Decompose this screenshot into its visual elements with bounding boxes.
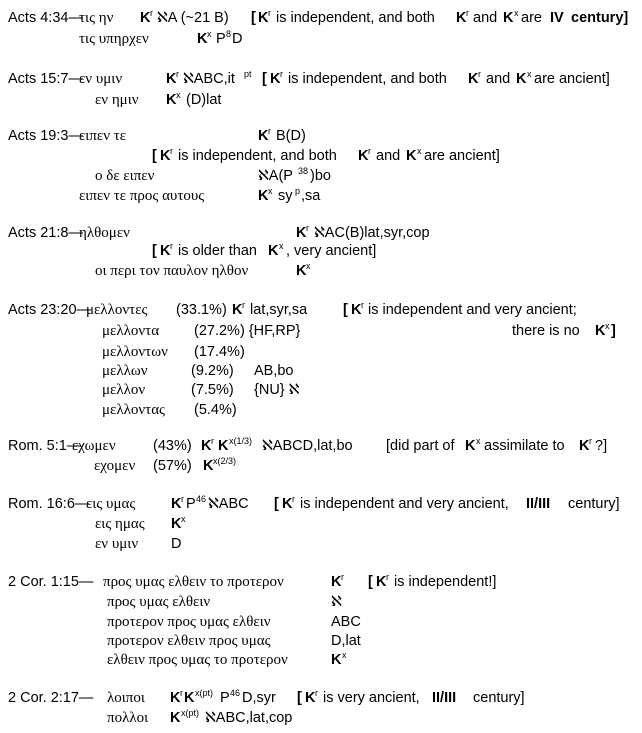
text-segment: and [376, 148, 401, 164]
text-segment: [ [251, 10, 256, 26]
text-segment: century] [571, 10, 629, 26]
text-segment: K [258, 10, 269, 26]
text-segment: K [305, 690, 316, 706]
text-segment: P [186, 496, 196, 512]
text-segment: K [170, 710, 181, 726]
superscript: r [170, 146, 173, 156]
superscript: r [292, 494, 295, 504]
text-segment: are ancient] [424, 148, 500, 164]
text-segment: century] [473, 690, 525, 706]
superscript: x [605, 321, 610, 331]
text-segment: is very ancient, [323, 690, 420, 706]
text-segment: assimilate to [484, 438, 565, 454]
text-segment: is independent, and both [288, 71, 447, 87]
superscript: x [527, 69, 532, 79]
superscript: r [268, 126, 271, 136]
text-segment: is independent and very ancient; [368, 302, 577, 318]
text-segment: Acts 19:3— [8, 128, 83, 144]
text-segment: K [258, 188, 269, 204]
text-segment: )bo [310, 168, 331, 184]
text-segment: is independent and very ancient, [300, 496, 509, 512]
superscript: x(1/3) [229, 436, 253, 446]
text-segment: K [171, 496, 182, 512]
superscript: 46 [196, 494, 207, 504]
text-segment: Acts 23:20— [8, 302, 92, 318]
superscript: r [181, 494, 184, 504]
superscript: r [341, 572, 344, 582]
greek-reading: οι περι τον παυλον ηλθον [95, 263, 249, 279]
text-segment: ℵA(P [258, 168, 293, 184]
text-segment: K [201, 438, 212, 454]
text-segment: [ [262, 71, 267, 87]
text-segment: B(D) [276, 128, 306, 144]
text-segment: K [232, 302, 243, 318]
greek-reading: ειπεν τε [79, 128, 127, 144]
superscript: x [176, 90, 181, 100]
text-segment: II/III [526, 496, 551, 512]
text-segment: (9.2%) [191, 363, 234, 379]
greek-reading: ελθειν προς υμας το προτερον [107, 652, 288, 668]
text-segment: K [160, 148, 171, 164]
greek-reading: εν υμιν [95, 536, 139, 552]
text-segment: ℵABC,lat,cop [205, 710, 293, 726]
text-segment: K [166, 71, 177, 87]
greek-reading: μελλοντα [102, 323, 160, 339]
greek-reading: εις υμας [86, 496, 136, 512]
text-segment: K [351, 302, 362, 318]
text-segment: Acts 15:7— [8, 71, 83, 87]
text-segment: K [465, 438, 476, 454]
text-segment: and [473, 10, 498, 26]
text-segment: K [468, 71, 479, 87]
text-segment: D,lat [331, 633, 361, 649]
superscript: x [268, 186, 273, 196]
superscript: r [176, 69, 179, 79]
text-segment: K [171, 516, 182, 532]
text-segment: (5.4%) [194, 402, 237, 418]
greek-reading: ο δε ειπεν [95, 168, 155, 184]
superscript: 38 [298, 166, 309, 176]
text-segment: [ [343, 302, 348, 318]
text-segment: K [166, 92, 177, 108]
superscript: r [180, 688, 183, 698]
text-segment: K [170, 690, 181, 706]
superscript: r [268, 8, 271, 18]
greek-reading: εν υμιν [79, 71, 123, 87]
superscript: x(pt) [195, 688, 213, 698]
text-segment: K [160, 243, 171, 259]
greek-reading: εν ημιν [95, 92, 139, 108]
text-segment: P [220, 690, 230, 706]
superscript: r [386, 572, 389, 582]
superscript: x [207, 29, 212, 39]
greek-reading: ειπεν τε προς αυτους [79, 188, 205, 204]
text-segment: (17.4%) [194, 344, 245, 360]
text-segment: (D)lat [186, 92, 222, 108]
greek-reading: προς υμας ελθειν το προτερον [103, 574, 284, 590]
text-segment: K [358, 148, 369, 164]
text-segment: ] [611, 323, 616, 339]
superscript: r [211, 436, 214, 446]
text-segment: are ancient] [534, 71, 610, 87]
text-segment: ?] [595, 438, 608, 454]
text-segment: ℵABC [208, 496, 249, 512]
text-segment: K [282, 496, 293, 512]
text-segment: , very ancient] [286, 243, 377, 259]
text-segment: K [140, 10, 151, 26]
text-segment: (7.5%) [191, 382, 234, 398]
text-segment: Rom. 16:6— [8, 496, 90, 512]
text-segment: sy [278, 188, 293, 204]
greek-reading: μελλων [102, 363, 148, 379]
superscript: x [417, 146, 422, 156]
superscript: x [181, 514, 186, 524]
greek-reading: εχομεν [94, 458, 136, 474]
text-segment: ℵAC(B)lat,syr,cop [314, 225, 430, 241]
superscript: 8 [226, 29, 232, 39]
text-segment: [ [152, 148, 157, 164]
text-segment: D,syr [242, 690, 276, 706]
superscript: r [170, 241, 173, 251]
text-segment: K [258, 128, 269, 144]
text-segment: [ [297, 690, 302, 706]
text-segment: ,sa [301, 188, 321, 204]
text-segment: ABC [331, 614, 361, 630]
superscript: x [476, 436, 481, 446]
superscript: x [306, 261, 311, 271]
superscript: r [361, 300, 364, 310]
text-segment: {NU} ℵ [254, 382, 300, 398]
superscript: x(2/3) [213, 456, 237, 466]
superscript: p [295, 186, 301, 196]
text-segment: Acts 4:34— [8, 10, 83, 26]
text-segment: is independent!] [394, 574, 497, 590]
text-segment: is independent, and both [276, 10, 435, 26]
greek-reading: μελλον [102, 382, 146, 398]
greek-reading: προτερον προς υμας ελθειν [107, 614, 271, 630]
text-segment: [did part of [386, 438, 455, 454]
greek-reading: μελλοντες [86, 302, 148, 318]
text-segment: Acts 21:8— [8, 225, 83, 241]
text-segment: (33.1%) [176, 302, 227, 318]
superscript: r [306, 223, 309, 233]
text-segment: 2 Cor. 1:15— [8, 574, 94, 590]
text-segment: K [296, 225, 307, 241]
text-segment: [ [368, 574, 373, 590]
superscript: r [280, 69, 283, 79]
greek-reading: εις ημας [95, 516, 145, 532]
greek-reading: μελλοντας [102, 402, 165, 418]
text-segment: K [296, 263, 307, 279]
text-segment: K [331, 574, 342, 590]
text-segment: K [203, 458, 214, 474]
text-segment: K [406, 148, 417, 164]
text-segment: K [579, 438, 590, 454]
text-segment: K [503, 10, 514, 26]
text-segment: IV [550, 10, 564, 26]
text-segment: K [331, 652, 342, 668]
greek-reading: προς υμας ελθειν [107, 594, 211, 610]
text-segment: K [516, 71, 527, 87]
superscript: x(pt) [181, 708, 199, 718]
superscript: r [150, 8, 153, 18]
text-segment: (27.2%) {HF,RP} [194, 323, 301, 339]
text-segment: D [171, 536, 182, 552]
text-segment: K [376, 574, 387, 590]
text-segment: are [521, 10, 542, 26]
text-segment: [ [274, 496, 279, 512]
text-segment: D [232, 31, 243, 47]
greek-reading: ηλθομεν [79, 225, 130, 241]
greek-reading: εχωμεν [72, 438, 116, 454]
text-segment: Rom. 5:1— [8, 438, 82, 454]
text-segment: K [456, 10, 467, 26]
text-segment: AB,bo [254, 363, 294, 379]
text-segment: K [270, 71, 281, 87]
text-segment: is independent, and both [178, 148, 337, 164]
text-segment: P [216, 31, 226, 47]
text-segment: is older than [178, 243, 257, 259]
greek-reading: μελλοντων [102, 344, 168, 360]
superscript: x [342, 650, 347, 660]
text-segment: (43%) [153, 438, 192, 454]
text-segment: K [595, 323, 606, 339]
greek-reading: τις ην [79, 10, 114, 26]
superscript: r [242, 300, 245, 310]
text-segment: century] [568, 496, 620, 512]
text-segment: 2 Cor. 2:17— [8, 690, 94, 706]
text-segment: K [268, 243, 279, 259]
text-segment: II/III [432, 690, 457, 706]
greek-reading: πολλοι [107, 710, 149, 726]
superscript: r [589, 436, 592, 446]
superscript: pt [244, 69, 252, 79]
text-segment: [ [152, 243, 157, 259]
text-segment: ℵ [331, 594, 342, 610]
text-segment: lat,syr,sa [250, 302, 308, 318]
superscript: r [466, 8, 469, 18]
text-segment: ℵA (~21 B) [157, 10, 229, 26]
superscript: r [368, 146, 371, 156]
text-segment: K [218, 438, 229, 454]
text-segment: and [486, 71, 511, 87]
text-segment: there is no [512, 323, 580, 339]
superscript: r [478, 69, 481, 79]
text-segment: ℵABC,it [183, 71, 235, 87]
superscript: r [315, 688, 318, 698]
greek-reading: λοιποι [107, 690, 145, 706]
text-segment: ℵABCD,lat,bo [262, 438, 353, 454]
superscript: x [514, 8, 519, 18]
text-segment: (57%) [153, 458, 192, 474]
superscript: x [279, 241, 284, 251]
text-segment: K [184, 690, 195, 706]
greek-reading: προτερον ελθειν προς υμας [107, 633, 271, 649]
text-segment: K [197, 31, 208, 47]
greek-reading: τις υπηρχεν [79, 31, 149, 47]
superscript: 46 [230, 688, 241, 698]
